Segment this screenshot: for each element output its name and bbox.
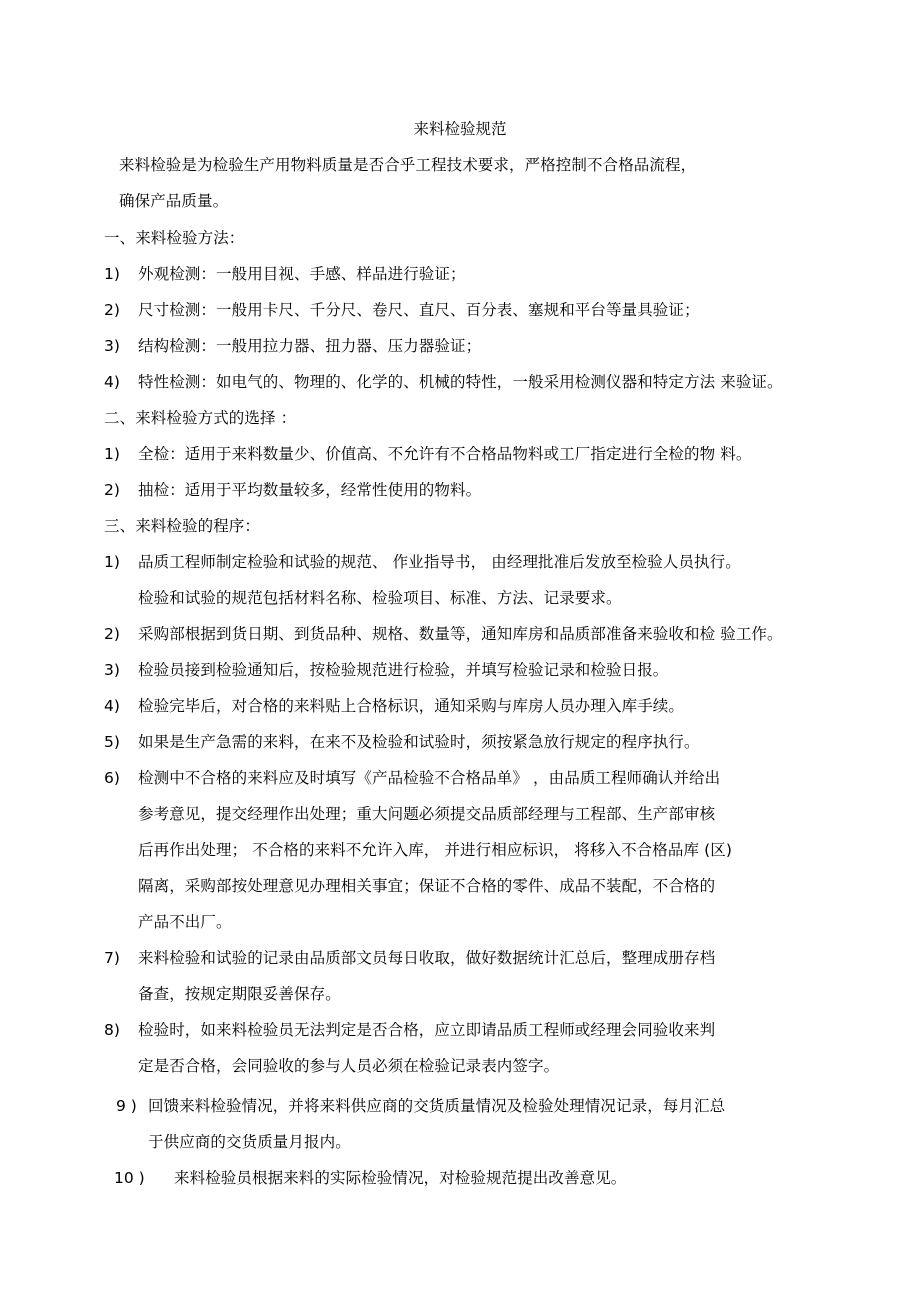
list-item-number: 1): [104, 553, 120, 571]
section-heading-methods: 一、来料检验方法：: [104, 229, 245, 247]
list-item-text: 来料检验和试验的记录由品质部文员每日收取，做好数据统计汇总后，整理成册存档: [138, 949, 716, 967]
list-item-text: 结构检测：一般用拉力器、扭力器、压力器验证；: [138, 337, 482, 355]
list-item-text: 备查，按规定期限妥善保存。: [138, 985, 341, 1003]
list-item-number: 4): [104, 697, 120, 715]
list-item-number: 7): [104, 949, 120, 967]
list-item-text: 检验和试验的规范包括材料名称、检验项目、标准、方法、记录要求。: [138, 589, 622, 607]
list-item-text: 于供应商的交货质量月报内。: [148, 1133, 351, 1151]
list-item-number: 8): [104, 1021, 120, 1039]
list-item-number: 4): [104, 373, 120, 391]
list-item-number: 2): [104, 625, 120, 643]
list-item-number: 5): [104, 733, 120, 751]
list-item-number: 3): [104, 337, 120, 355]
list-item-number: 1): [104, 265, 120, 283]
list-item-text: 外观检测：一般用目视、手感、样品进行验证；: [138, 265, 466, 283]
list-item-text: 特性检测：如电气的、物理的、化学的、机械的特性，一般采用检测仪器和特定方法 来验证。: [138, 373, 783, 391]
list-item-text: 来料检验员根据来料的实际检验情况，对检验规范提出改善意见。: [174, 1169, 627, 1187]
list-item-text: 回馈来料检验情况，并将来料供应商的交货质量情况及检验处理情况记录，每月汇总: [148, 1097, 726, 1115]
list-item-number: 2): [104, 481, 120, 499]
list-item-text: 采购部根据到货日期、到货品种、规格、数量等，通知库房和品质部准备来验收和检 验工作。: [138, 625, 783, 643]
list-item-text: 检测中不合格的来料应及时填写《产品检验不合格品单》 ，由品质工程师确认并给出: [138, 769, 721, 787]
section-heading-procedure: 三、来料检验的程序：: [104, 517, 261, 535]
list-item-text: 参考意见，提交经理作出处理；重大问题必须提交品质部经理与工程部、生产部审核: [138, 805, 716, 823]
list-item-text: 品质工程师制定检验和试验的规范、 作业指导书， 由经理批准后发放至检验人员执行。: [138, 553, 741, 571]
list-item-text: 隔离，采购部按处理意见办理相关事宜；保证不合格的零件、成品不装配，不合格的: [138, 877, 716, 895]
page-title: 来料检验规范: [413, 120, 507, 138]
section-heading-selection: 二、来料检验方式的选择 ：: [104, 409, 297, 427]
list-item-number: 6): [104, 769, 120, 787]
list-item-text: 检验时，如来料检验员无法判定是否合格，应立即请品质工程师或经理会同验收来判: [138, 1021, 716, 1039]
list-item-text: 检验员接到检验通知后，按检验规范进行检验，并填写检验记录和检验日报。: [138, 661, 669, 679]
intro-line-1: 来料检验是为检验生产用物料质量是否合乎工程技术要求，严格控制不合格品流程，: [119, 156, 697, 174]
list-item-number: 1): [104, 445, 120, 463]
list-item-text: 如果是生产急需的来料，在来不及检验和试验时，须按紧急放行规定的程序执行。: [138, 733, 700, 751]
list-item-text: 后再作出处理； 不合格的来料不允许入库， 并进行相应标识， 将移入不合格品库 (区): [138, 841, 733, 859]
list-item-number: 2): [104, 301, 120, 319]
list-item-text: 检验完毕后，对合格的来料贴上合格标识，通知采购与库房人员办理入库手续。: [138, 697, 685, 715]
list-item-text: 尺寸检测：一般用卡尺、千分尺、卷尺、直尺、百分表、塞规和平台等量具验证；: [138, 301, 700, 319]
list-item-number: 10 ): [114, 1169, 145, 1187]
list-item-number: 9 ): [116, 1097, 137, 1115]
list-item-text: 产品不出厂。: [138, 913, 232, 931]
list-item-text: 定是否合格，会同验收的参与人员必须在检验记录表内签字。: [138, 1057, 560, 1075]
list-item-text: 抽检：适用于平均数量较多，经常性使用的物料。: [138, 481, 482, 499]
intro-line-2: 确保产品质量。: [119, 192, 229, 210]
list-item-number: 3): [104, 661, 120, 679]
list-item-text: 全检：适用于来料数量少、价值高、不允许有不合格品物料或工厂指定进行全检的物 料。: [138, 445, 752, 463]
